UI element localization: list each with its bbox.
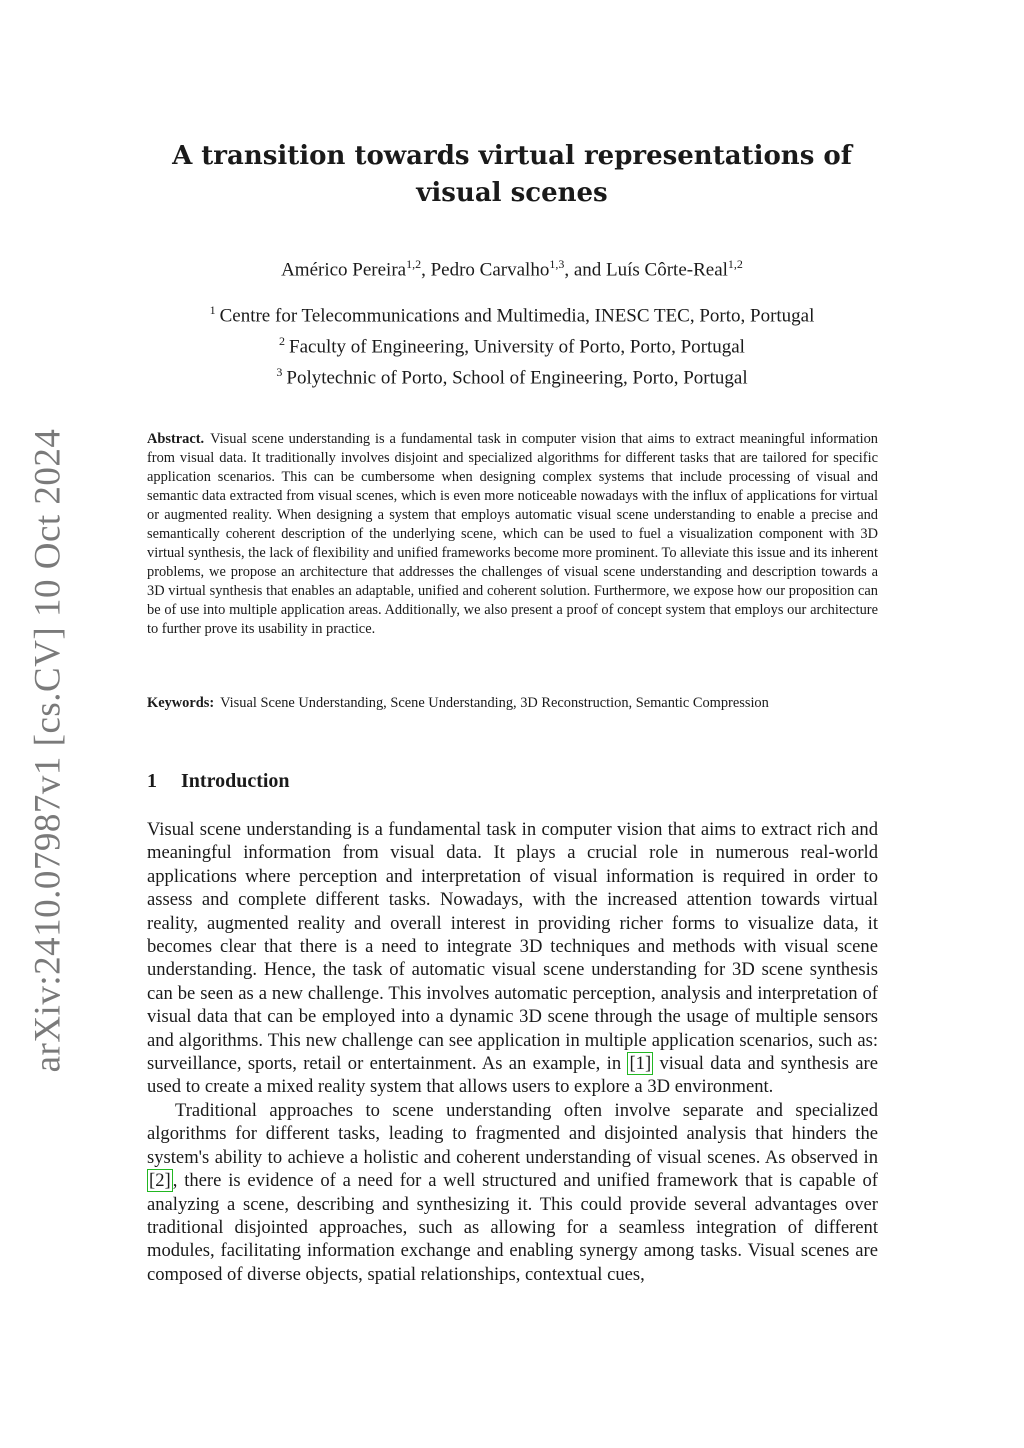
paragraph-text: , there is evidence of a need for a well structured and unified framework that is capable of analyzing a scene, describing and synthesizing it. This could provide several advantages over traditional disjointed approaches, such as allowing for a seamless integration of different modules, facilitating information exchange and enabling synergy among tasks. Visual scenes are composed of diverse objects, spatial relationships, contextual cues,	[147, 1170, 878, 1285]
affiliation-item	[140, 298, 884, 329]
author-affiliation-marks: 1,2	[727, 257, 743, 271]
affiliation-text: Centre for Telecommunications and Multimedia, INESC TEC, Porto, Portugal	[219, 305, 815, 327]
keywords-text: Visual Scene Understanding, Scene Understanding, 3D Reconstruction, Semantic Compression	[220, 695, 769, 711]
keywords-label: Keywords:	[147, 695, 215, 711]
citation-link[interactable]: [2]	[149, 1170, 171, 1192]
affiliation-number: 1	[209, 303, 216, 317]
paragraph	[147, 1099, 878, 1286]
affiliation-item	[140, 329, 884, 360]
paragraph-text: Visual scene understanding is a fundamental task in computer vision that aims to extract rich and meaningful information from visual data. It plays a crucial role in numerous real-world applications where perception and interpretation of visual information is required in order to assess and complete different tasks. Nowadays, with the increased attention towards virtual reality, augmented reality and overall interest in providing richer forms to visualize data, it becomes clear that there is a need to integrate 3D techniques and methods with visual scene understanding. Hence, the task of automatic visual scene understanding for 3D scene synthesis can be seen as a new challenge. This involves automatic perception, analysis and interpretation of visual data that can be employed into a dynamic 3D scene through the usage of multiple sensors and algorithms. This new challenge can see application in multiple application scenarios, such as: surveillance, sports, retail or entertainment. As an example, in	[147, 819, 878, 1075]
author-name: Pedro Carvalho	[430, 259, 550, 281]
arxiv-identifier-text: arXiv:2410.07987v1 [cs.CV] 10 Oct 2024	[27, 428, 69, 1072]
author-separator: , and	[564, 259, 607, 281]
affiliation-number: 3	[276, 364, 283, 379]
introduction-body	[147, 818, 878, 1286]
abstract-label: Abstract.	[147, 431, 205, 447]
citation-number: 1	[635, 1053, 645, 1075]
author-name: Américo Pereira	[281, 259, 407, 281]
affiliation-number: 2	[279, 333, 286, 348]
citation-link[interactable]: [1]	[629, 1053, 652, 1075]
abstract	[147, 430, 878, 639]
author-list	[140, 257, 884, 281]
section-heading-introduction	[147, 770, 878, 793]
arxiv-identifier-stamp	[18, 428, 78, 1072]
author-affiliation-marks: 1,2	[406, 257, 422, 271]
paper-title-line-1: A transition towards virtual representations of	[172, 141, 852, 171]
affiliation-item	[140, 360, 884, 391]
keywords	[147, 694, 878, 713]
paper-title-line-2: visual scenes	[416, 178, 608, 208]
affiliation-text: Polytechnic of Porto, School of Engineering, Porto, Portugal	[286, 366, 748, 388]
paragraph-text: Traditional approaches to scene understanding often involve separate and specialized algorithms for different tasks, leading to fragmented and disjointed analysis that hinders the system's ability to achieve a holistic and coherent understanding of visual scenes. As observed in	[147, 1099, 878, 1168]
section-title: Introduction	[181, 770, 290, 792]
affiliation-text: Faculty of Engineering, University of Porto, Porto, Portugal	[289, 336, 745, 358]
paragraph	[147, 818, 878, 1099]
citation-number: 2	[155, 1170, 165, 1192]
abstract-text: Visual scene understanding is a fundamental task in computer vision that aims to extract meaningful information from visual data. It traditionally involves disjoint and specialized algorithms for different tasks that are tailored for specific application scenarios. This can be cumbersome when designing complex systems that include processing of visual and semantic data extracted from visual scenes, which is even more noticeable nowadays with the influx of applications for virtual or augmented reality. When designing a system that employs automatic visual scene understanding to enable a precise and semantically coherent description of the underlying scene, which can be used to fuel a visualization component with 3D virtual synthesis, the lack of flexibility and unified frameworks become more prominent. To alleviate this issue and its inherent problems, we propose an architecture that addresses the challenges of visual scene understanding and description towards a 3D virtual synthesis that enables an adaptable, unified and coherent solution. Furthermore, we expose how our proposition can be of use into multiple application areas. Additionally, we also present a proof of concept system that employs our architecture to further prove its usability in practice.	[147, 431, 878, 637]
section-number: 1	[147, 770, 157, 792]
author-separator: ,	[421, 259, 431, 281]
author-name: Luís Côrte-Real	[606, 259, 728, 281]
author-affiliation-marks: 1,3	[549, 257, 565, 271]
paper-title	[140, 138, 884, 212]
paragraph-text: visual data and synthesis are used to create a mixed reality system that allows users to explore a 3D environment.	[147, 1053, 878, 1098]
affiliation-list	[140, 298, 884, 390]
